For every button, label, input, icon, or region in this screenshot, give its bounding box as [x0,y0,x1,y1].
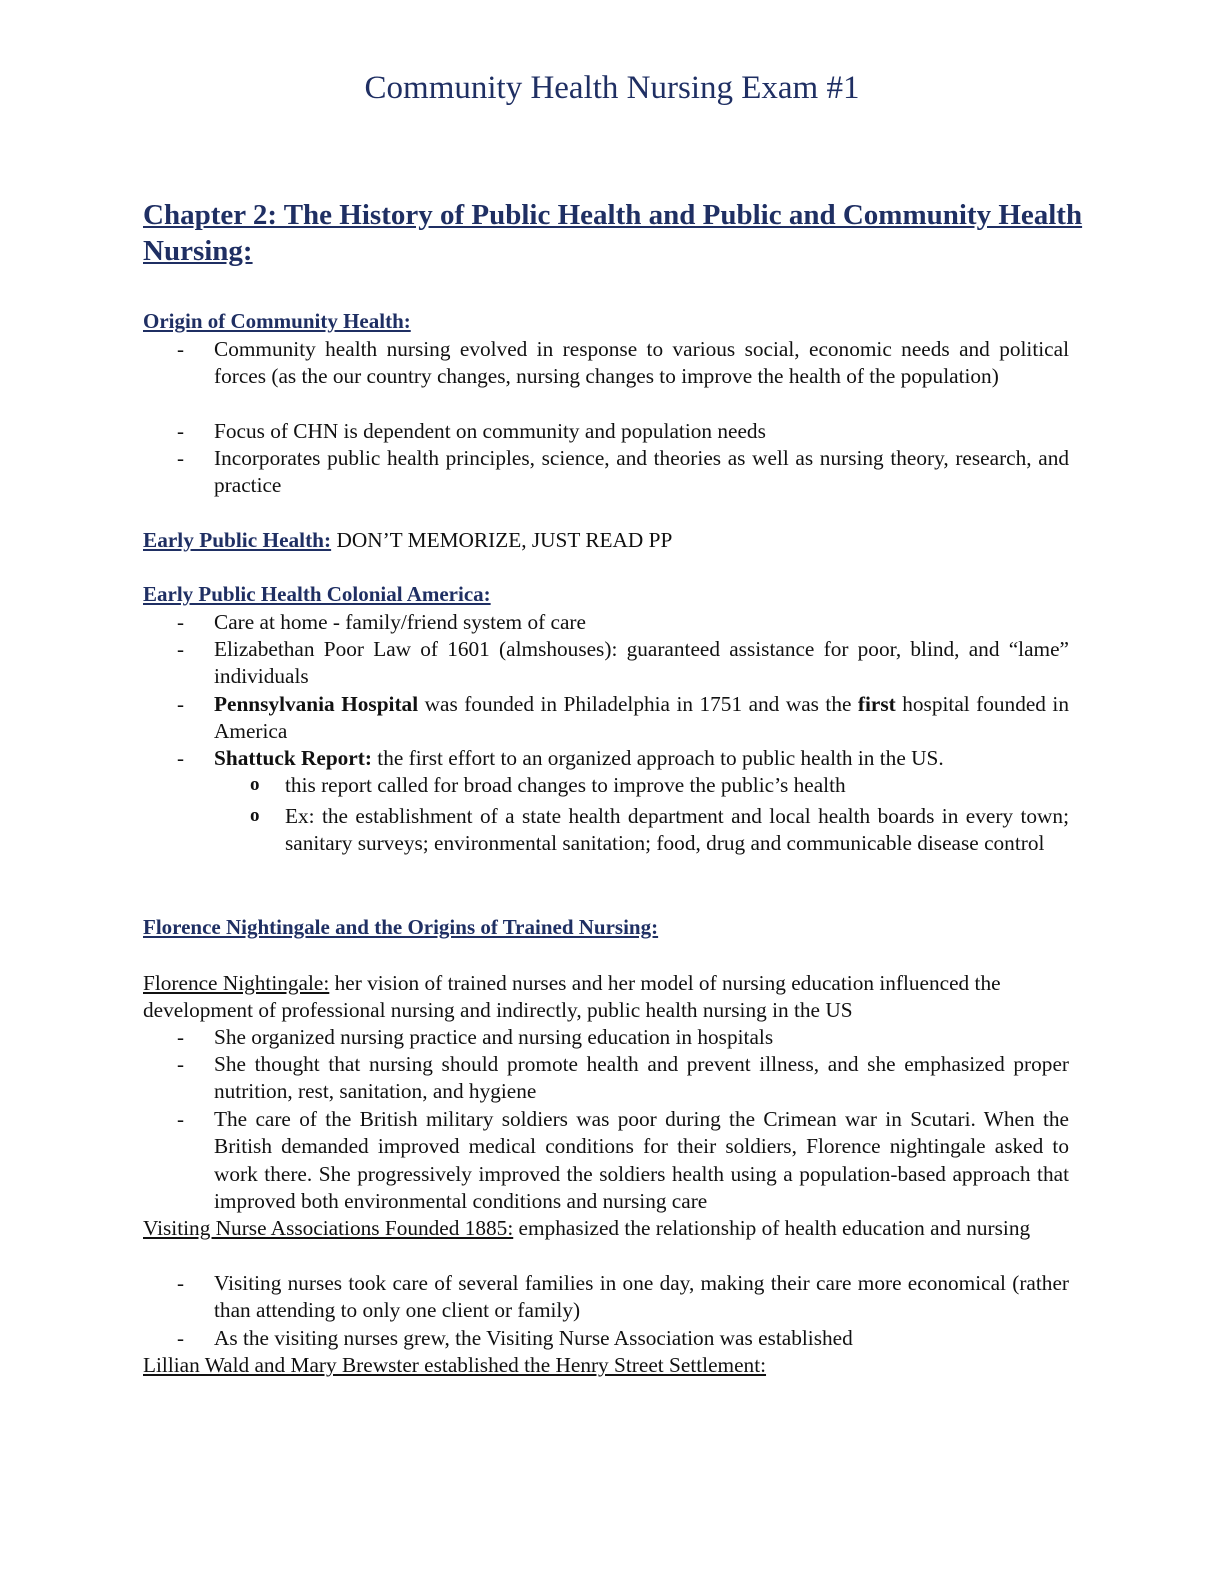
colonial-subitem-2: Ex: the establishment of a state health department and local health boards in every town; sanitary surveys; environmental sanitation; food, drug and communicable disease control [285,804,1069,856]
section-heading-colonial: Early Public Health Colonial America: [143,582,491,606]
nightingale-lead-text: her vision of trained nurses and her model of nursing education influenced the development of professional nursing and indirectly, public health nursing in the US [143,971,1001,1023]
henry-street-heading: Lillian Wald and Mary Brewster established the Henry Street Settlement: [143,1353,767,1377]
nightingale-lead [143,970,1069,1025]
vna-item-1: Visiting nurses took care of several families in one day, making their care more economical (rather than attending to only one client or family) [214,1271,1069,1323]
bullet-dash: - [177,1025,184,1049]
colonial-item-3-text-end: hospital founded in America [214,692,1069,744]
bullet-dash: - [177,1326,184,1350]
origin-item-1: Community health nursing evolved in response to various social, economic needs and political forces (as the our country changes, nursing changes to improve the health of the population) [214,337,1069,389]
document-title: Community Health Nursing Exam #1 [364,70,860,106]
colonial-subitem-1: this report called for broad changes to improve the public’s health [285,773,846,797]
pennsylvania-hospital-label: Pennsylvania Hospital [214,692,419,716]
colonial-item-4 [214,745,1074,772]
nightingale-item-2: She thought that nursing should promote health and prevent illness, and she emphasized proper nutrition, rest, sanitation, and hygiene [214,1052,1069,1104]
colonial-item-3 [214,691,1069,746]
vna-lead-text: emphasized the relationship of health education and nursing [513,1216,1031,1240]
bullet-dash: - [177,419,184,443]
origin-item-2: Focus of CHN is dependent on community and population needs [214,419,766,443]
section-heading-nightingale: Florence Nightingale and the Origins of Trained Nursing: [143,915,659,939]
colonial-item-1: Care at home - family/friend system of care [214,610,586,634]
section-heading-early: Early Public Health: [143,528,332,552]
chapter-heading: Chapter 2: The History of Public Health and Public and Community Health Nursing: [143,199,1083,267]
nightingale-item-1: She organized nursing practice and nursing education in hospitals [214,1025,774,1049]
bullet-circle: o [250,805,260,826]
vna-item-2: As the visiting nurses grew, the Visiting Nurse Association was established [214,1326,853,1350]
bullet-dash: - [177,337,184,361]
vna-lead-label: Visiting Nurse Associations Founded 1885: [143,1216,514,1240]
bullet-dash: - [177,1271,184,1295]
section-heading-origin: Origin of Community Health: [143,309,411,333]
origin-item-3: Incorporates public health principles, science, and theories as well as nursing theory, research, and practice [214,446,1069,498]
bullet-dash: - [177,637,184,661]
first-label: first [857,692,896,716]
nightingale-lead-label: Florence Nightingale: [143,971,330,995]
bullet-dash: - [177,746,184,770]
early-note: DON’T MEMORIZE, JUST READ PP [336,528,673,552]
colonial-item-2: Elizabethan Poor Law of 1601 (almshouses): guaranteed assistance for poor, blind, and “lame” individuals [214,637,1069,689]
bullet-dash: - [177,1052,184,1076]
colonial-item-3-text: was founded in Philadelphia in 1751 and was the [418,692,858,716]
early-public-health-line [143,527,1069,554]
colonial-item-4-text: the first effort to an organized approach to public health in the US. [371,746,944,770]
bullet-circle: o [250,774,260,795]
vna-lead [143,1215,1069,1242]
bullet-dash: - [177,692,184,716]
shattuck-report-label: Shattuck Report: [214,746,372,770]
bullet-dash: - [177,610,184,634]
bullet-dash: - [177,1107,184,1131]
nightingale-item-3: The care of the British military soldiers was poor during the Crimean war in Scutari. When the British demanded improved medical conditions for their soldiers, Florence nightingale asked to work there. She progressively improved the soldiers health using a population-based approach that improved both environmental conditions and nursing care [214,1107,1069,1213]
bullet-dash: - [177,446,184,470]
